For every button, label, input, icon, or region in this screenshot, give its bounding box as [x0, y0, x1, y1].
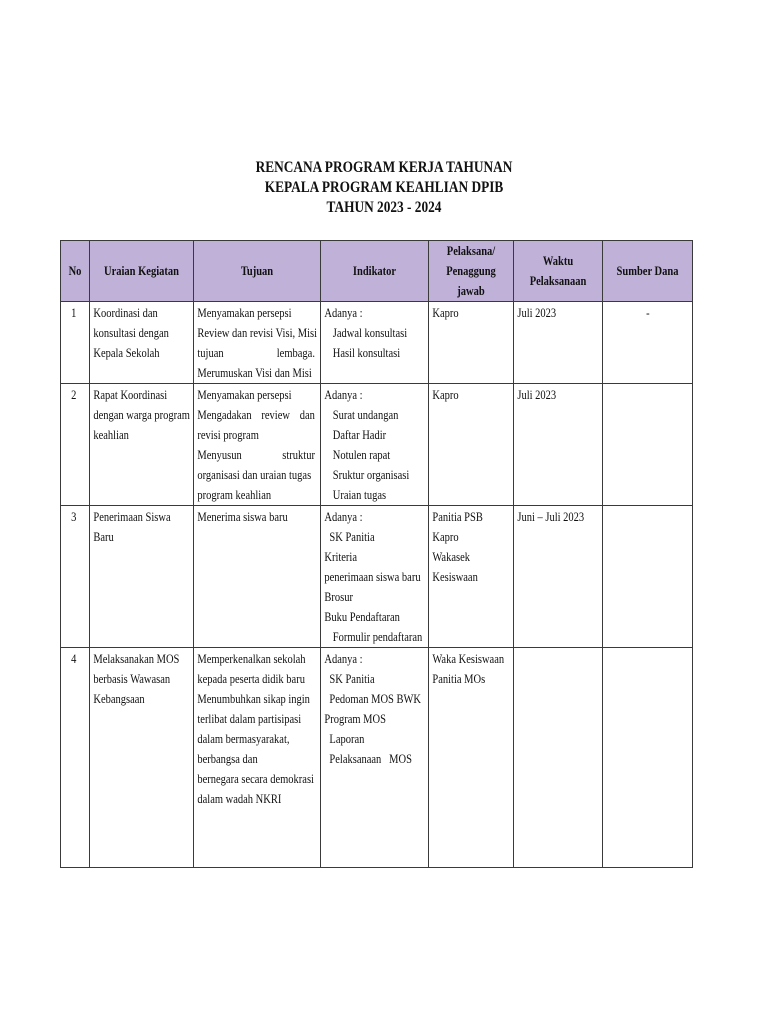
row-tujuan: Memperkenalkan sekolah kepada peserta didik baru Menumbuhkan sikap ingin terlibat dalam partisipasi dalam bermasyarakat, berbangsa dan bernegara secara demokrasi dalam wadah NKRI: [194, 648, 321, 868]
title-line-1: RENCANA PROGRAM KERJA TAHUNAN: [255, 159, 513, 176]
header-no: No: [61, 241, 90, 302]
header-waktu: Waktu Pelaksanaan: [514, 241, 603, 302]
row-uraian: Penerimaan Siswa Baru: [90, 506, 194, 648]
table-row: [61, 506, 693, 648]
table-header-row: [61, 241, 693, 302]
row-sumber-dana: -: [603, 302, 693, 384]
row-uraian: Rapat Koordinasi dengan warga program keahlian: [90, 384, 194, 506]
document-title: [105, 158, 662, 218]
title-line-2: KEPALA PROGRAM KEAHLIAN DPIB: [264, 179, 504, 196]
row-pelaksana: Kapro: [429, 302, 514, 384]
row-waktu: Juli 2023: [514, 302, 603, 384]
row-no: 1: [61, 302, 90, 384]
header-uraian: Uraian Kegiatan: [90, 241, 194, 302]
table-row: [61, 384, 693, 506]
header-sumber-dana: Sumber Dana: [603, 241, 693, 302]
row-tujuan: Menyamakan persepsi Review dan revisi Visi, Misi tujuan lembaga. Merumuskan Visi dan Misi: [194, 302, 321, 384]
row-no: 4: [61, 648, 90, 868]
row-sumber-dana: [603, 384, 693, 506]
row-no: 3: [61, 506, 90, 648]
row-tujuan: Menyamakan persepsi Mengadakan review dan revisi program Menyusun struktur organisasi dan uraian tugas program keahlian: [194, 384, 321, 506]
row-pelaksana: Waka Kesiswaan Panitia MOs: [429, 648, 514, 868]
row-sumber-dana: [603, 506, 693, 648]
row-uraian: Melaksanakan MOS berbasis Wawasan Kebangsaan: [90, 648, 194, 868]
table-row: [61, 302, 693, 384]
table-row: [61, 648, 693, 868]
header-pelaksana: Pelaksana/ Penaggung jawab: [429, 241, 514, 302]
row-pelaksana: Panitia PSB Kapro Wakasek Kesiswaan: [429, 506, 514, 648]
title-line-3: TAHUN 2023 - 2024: [326, 199, 442, 216]
row-uraian: Koordinasi dan konsultasi dengan Kepala Sekolah: [90, 302, 194, 384]
row-indikator: Adanya : SK Panitia Pedoman MOS BWK Program MOS Laporan Pelaksanaan MOS: [321, 648, 429, 868]
row-pelaksana: Kapro: [429, 384, 514, 506]
row-tujuan: Menerima siswa baru: [194, 506, 321, 648]
row-indikator: Adanya : Surat undangan Daftar Hadir Notulen rapat Sruktur organisasi Uraian tugas: [321, 384, 429, 506]
header-indikator: Indikator: [321, 241, 429, 302]
row-indikator: Adanya : SK Panitia Kriteria penerimaan siswa baru Brosur Buku Pendaftaran Formulir pendaftaran: [321, 506, 429, 648]
header-tujuan: Tujuan: [194, 241, 321, 302]
row-no: 2: [61, 384, 90, 506]
row-waktu: Juni – Juli 2023: [514, 506, 603, 648]
program-table: [60, 240, 693, 868]
row-indikator: Adanya : Jadwal konsultasi Hasil konsultasi: [321, 302, 429, 384]
row-waktu: [514, 648, 603, 868]
row-sumber-dana: [603, 648, 693, 868]
row-waktu: Juli 2023: [514, 384, 603, 506]
